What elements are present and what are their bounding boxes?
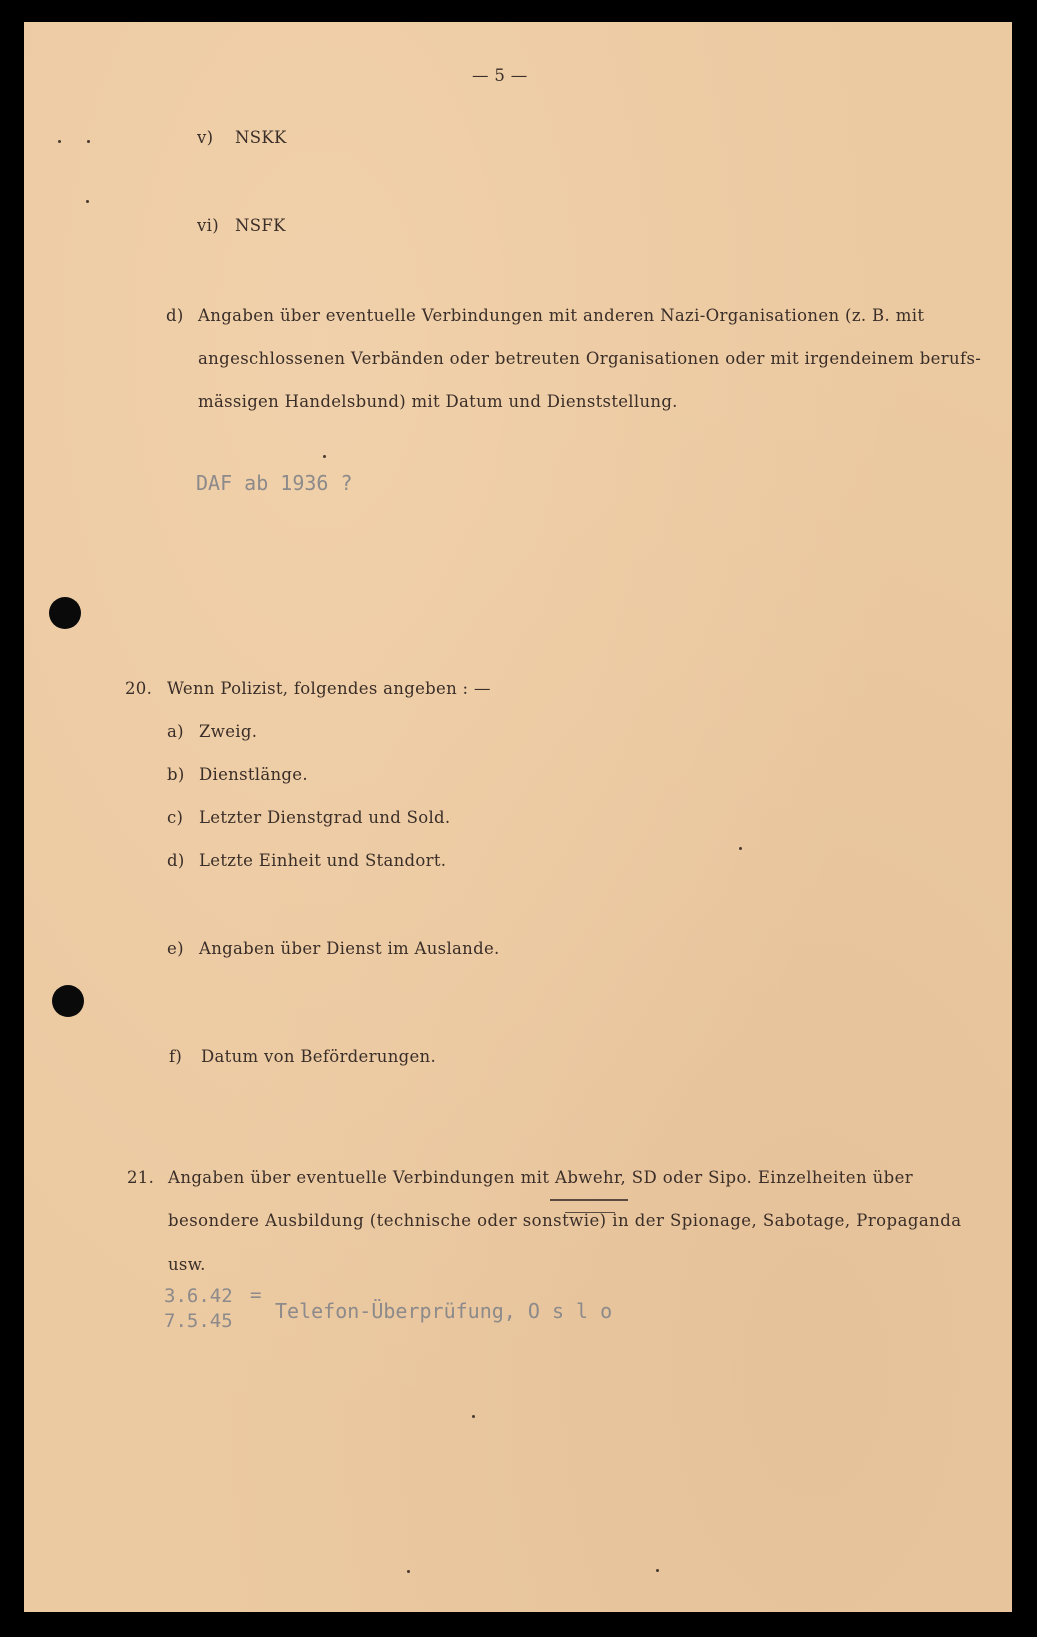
question-title: Wenn Polizist, folgendes angeben : — [167, 679, 491, 698]
typed-date-from: 3.6.42 [164, 1285, 233, 1307]
list-marker: vi) [197, 216, 219, 235]
question-text-line: Angaben über eventuelle Verbindungen mit anderen Nazi-Organisationen (z. B. mit [198, 306, 925, 325]
list-item-nsfk: NSFK [235, 216, 286, 235]
list-item-nskk: NSKK [235, 128, 287, 147]
list-marker: d) [166, 306, 184, 325]
page-number: — 5 — [472, 66, 528, 85]
typed-separator: = [250, 1284, 262, 1306]
punch-hole [49, 597, 81, 629]
list-marker: d) [167, 851, 185, 870]
typed-answer-telefon: Telefon-Überprüfung, O s l o [275, 1299, 613, 1323]
paper-speck [656, 1569, 659, 1572]
punch-hole [52, 985, 84, 1017]
list-marker: f) [169, 1047, 183, 1066]
question-text-line: besondere Ausbildung (technische oder sonstwie) in der Spionage, Sabotage, Propaganda [168, 1211, 962, 1230]
question-number: 20. [125, 679, 153, 698]
paper-speck [323, 455, 326, 458]
typed-date-to: 7.5.45 [164, 1310, 233, 1332]
list-marker: e) [167, 939, 184, 958]
question-text-line: mässigen Handelsbund) mit Datum und Dienststellung. [198, 392, 678, 411]
list-item: Letzter Dienstgrad und Sold. [199, 808, 451, 827]
paper-speck [86, 200, 89, 203]
paper-speck [58, 140, 61, 143]
list-marker: c) [167, 808, 184, 827]
paper-speck [739, 847, 742, 850]
paper-speck [407, 1570, 410, 1573]
list-marker: v) [197, 128, 214, 147]
list-marker: a) [167, 722, 184, 741]
question-number: 21. [127, 1168, 155, 1187]
question-text-line: usw. [168, 1255, 206, 1274]
list-item: Dienstlänge. [199, 765, 308, 784]
document-page [24, 22, 1012, 1612]
list-item: Letzte Einheit und Standort. [199, 851, 447, 870]
list-marker: b) [167, 765, 185, 784]
question-text-line: Angaben über eventuelle Verbindungen mit Abwehr, SD oder Sipo. Einzelheiten über [168, 1168, 914, 1187]
list-item: Datum von Beförderungen. [201, 1047, 437, 1066]
list-item: Zweig. [199, 722, 258, 741]
paper-speck [87, 140, 90, 143]
typed-answer-daf: DAF ab 1936 ? [196, 471, 353, 495]
list-item: Angaben über Dienst im Auslande. [199, 939, 500, 958]
question-text-line: angeschlossenen Verbänden oder betreuten Organisationen oder mit irgendeinem berufs- [198, 349, 982, 368]
paper-speck [472, 1415, 475, 1418]
underline-mark [550, 1199, 628, 1201]
